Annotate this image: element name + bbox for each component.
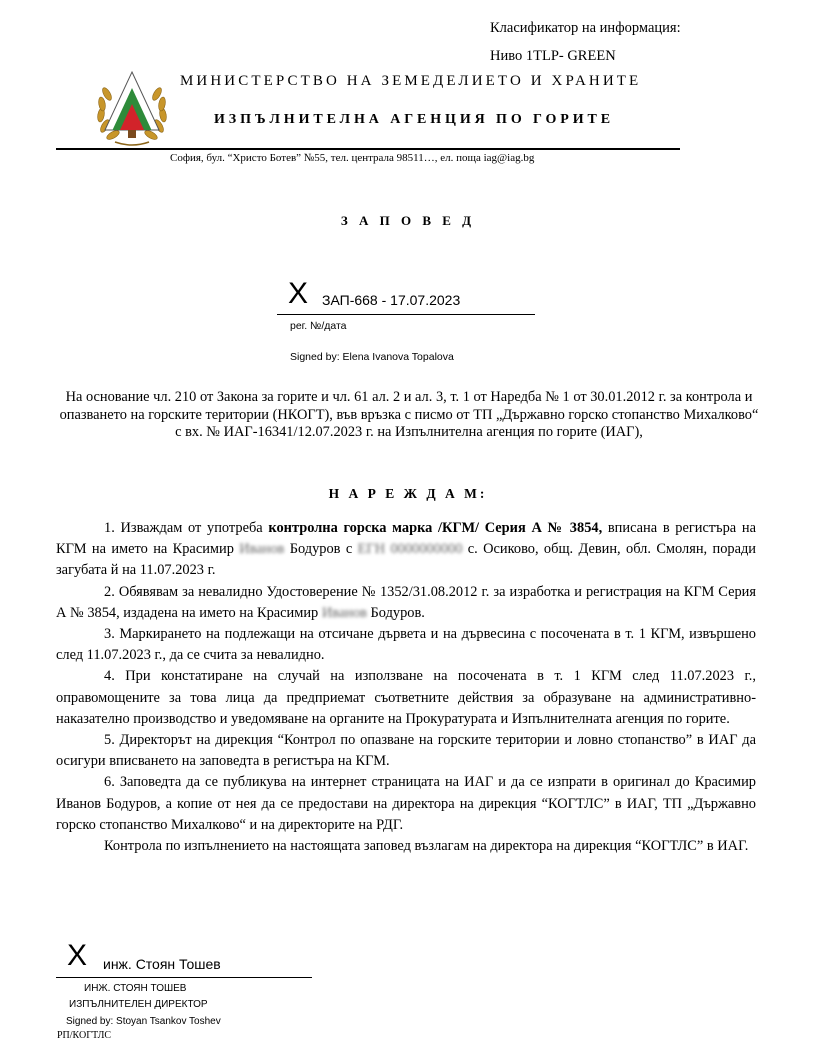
header-divider: [56, 148, 680, 150]
director-signature-name: инж. Стоян Тошев: [103, 956, 221, 972]
agency-address: София, бул. “Христо Ботев” №55, тел. централа 98511…, ел. поща iag@iag.bg: [170, 152, 535, 164]
classification-label: Класификатор на информация:: [490, 20, 681, 36]
director-signature-line: [56, 977, 312, 978]
order-item-1: 1. Изваждам от употреба контролна горска марка /КГМ/ Серия А № 3854, вписана в регистъра на КГМ на името на Красимир Иванов Бодуров с ЕГН 0000000000 с. Осиково, общ. Девин, обл. Смолян, поради загубата й на 11.07.2023 г.: [56, 520, 756, 579]
director-digital-signature: Signed by: Stoyan Tsankov Toshev: [66, 1016, 221, 1027]
classification-level: Ниво 1TLP- GREEN: [490, 48, 616, 64]
order-item-4: 4. При констатиране на случай на използване на посочената в т. 1 КГМ след 11.07.2023 г., оправомощените за това лица да предприемат съответните действия за образуване на административно-наказателно производство и уведомяване на органите на Прокуратурата и Изпълнителната агенция по горите.: [56, 668, 756, 727]
ministry-name: МИНИСТЕРСТВО НА ЗЕМЕДЕЛИЕТО И ХРАНИТЕ: [180, 73, 642, 89]
marked-brand: контролна горска марка /КГМ/ Серия А № 3854,: [268, 520, 603, 536]
control-clause: Контрола по изпълнението на настоящата заповед възлагам на директора на дирекция “КОГТЛС” в ИАГ.: [104, 838, 749, 855]
redacted-middle-name: Иванов: [321, 604, 367, 621]
director-name: ИНЖ. СТОЯН ТОШЕВ: [84, 983, 187, 994]
registration-label: рег. №/дата: [290, 320, 347, 332]
director-signature-mark: X: [67, 939, 88, 972]
redacted-personal-id: ЕГН 0000000000: [357, 541, 463, 558]
order-item-3: 3. Маркирането на подлежащи на отсичане дървета и на дървесина с посочената в т. 1 КГМ, извършено след 11.07.2023 г., да се счита за невалидно.: [56, 626, 756, 664]
author-initials: РП/КОГТЛС: [57, 1030, 112, 1041]
registrar-signature: Signed by: Elena Ivanova Topalova: [290, 351, 454, 363]
order-heading: Н А Р Е Ж Д А М:: [328, 486, 488, 501]
redacted-middle-name: Иванов: [239, 541, 285, 558]
agency-name: ИЗПЪЛНИТЕЛНА АГЕНЦИЯ ПО ГОРИТЕ: [214, 112, 614, 127]
order-items: [56, 518, 756, 857]
registration-number: ЗАП-668 - 17.07.2023: [322, 292, 461, 308]
order-item-6: 6. Заповедта да се публикува на интернет страницата на ИАГ и да се изпрати в оригинал до Красимир Иванов Бодуров, а копие от нея да се предостави на директора на дирекция “КОГТЛС” в ИАГ, ТП „Държавно горско стопанство Михалково“ и на директорите на РДГ.: [56, 774, 756, 833]
registration-line: [277, 314, 535, 315]
order-item-2: 2. Обявявам за невалидно Удостоверение № 1352/31.08.2012 г. за изработка и регистрация на КГМ Серия А № 3854, издадена на името на Красимир Иванов Бодуров.: [56, 583, 756, 621]
legal-basis: На основание чл. 210 от Закона за горите и чл. 61 ал. 2 и ал. 3, т. 1 от Наредба № 1 от 30.01.2012 г. за контрола и опазването на горските територии (НКОГТ), във връзка с писмо от ТП „Държавно горско стопанство Михалково“ с вх. № ИАГ-16341/12.07.2023 г. на Изпълнителна агенция по горите (ИАГ),: [59, 389, 759, 440]
director-position: ИЗПЪЛНИТЕЛЕН ДИРЕКТОР: [69, 999, 208, 1010]
order-item-5: 5. Директорът на дирекция “Контрол по опазване на горските територии и ловно стопанство” в ИАГ да осигури вписването на заповедта в регистъра на КГМ.: [56, 732, 756, 770]
signature-mark: X: [288, 277, 309, 310]
document-title: З А П О В Е Д: [340, 213, 476, 228]
tree-emblem-icon: [93, 68, 171, 148]
